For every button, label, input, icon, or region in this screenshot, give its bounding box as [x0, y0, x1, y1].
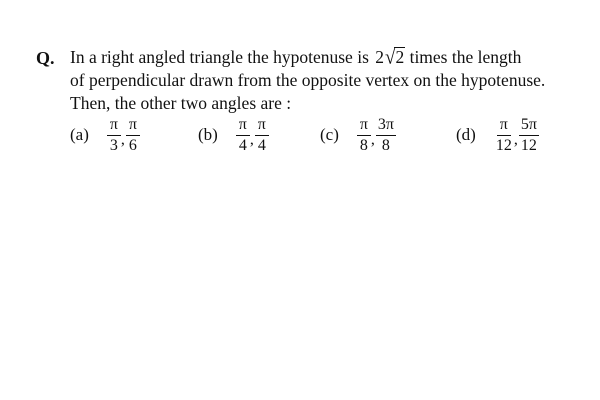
fraction-denominator: 4 — [257, 136, 266, 154]
option-d[interactable] — [456, 113, 539, 157]
option-b-separator: , — [249, 131, 254, 148]
option-b-fraction-2 — [255, 116, 269, 155]
fraction-numerator: π — [107, 116, 121, 136]
option-d-fraction-1 — [494, 116, 514, 155]
question-line-1-end: times the length — [409, 47, 522, 67]
question-label: Q. — [36, 48, 55, 68]
option-b-fraction-1 — [236, 116, 250, 155]
option-d-label: (d) — [456, 125, 476, 144]
sqrt-radicand: 2 — [395, 47, 405, 67]
fraction-numerator: π — [255, 116, 269, 136]
option-b[interactable] — [198, 113, 269, 157]
option-d-fraction-2 — [519, 116, 539, 155]
option-b-label: (b) — [198, 125, 218, 144]
fraction-denominator: 12 — [520, 136, 537, 154]
fraction-denominator: 12 — [495, 136, 512, 154]
fraction-denominator: 8 — [359, 136, 368, 154]
fraction-denominator: 3 — [109, 136, 118, 154]
question-text — [70, 46, 590, 115]
option-a-separator: , — [120, 131, 125, 148]
option-a-label: (a) — [70, 125, 89, 144]
sqrt-coefficient: 2 — [375, 47, 385, 67]
fraction-numerator: π — [357, 116, 371, 136]
answer-options — [70, 113, 590, 157]
question-line-1-start: In a right angled triangle the hypotenuse is — [70, 47, 369, 67]
fraction-denominator: 4 — [238, 136, 247, 154]
option-a-fraction-2 — [126, 116, 140, 155]
option-a[interactable] — [70, 113, 140, 157]
question-line-1 — [70, 46, 590, 69]
fraction-denominator: 8 — [381, 136, 390, 154]
question-line-2: of perpendicular drawn from the opposite vertex on the hypotenuse. — [70, 70, 546, 90]
fraction-numerator: 3π — [376, 116, 396, 136]
option-c-label: (c) — [320, 125, 339, 144]
fraction-denominator: 6 — [128, 136, 137, 154]
radical-sign-icon: √ — [385, 45, 396, 70]
math-two-root-two — [373, 46, 405, 69]
option-c[interactable] — [320, 113, 396, 157]
fraction-numerator: π — [497, 116, 511, 136]
option-a-fraction-1 — [107, 116, 121, 155]
option-c-fraction-1 — [357, 116, 371, 155]
fraction-numerator: π — [126, 116, 140, 136]
option-d-separator: , — [513, 131, 518, 148]
fraction-numerator: π — [236, 116, 250, 136]
fraction-numerator: 5π — [519, 116, 539, 136]
option-c-separator: , — [370, 131, 375, 148]
question-line-3: Then, the other two angles are : — [70, 93, 292, 113]
option-c-fraction-2 — [376, 116, 396, 155]
